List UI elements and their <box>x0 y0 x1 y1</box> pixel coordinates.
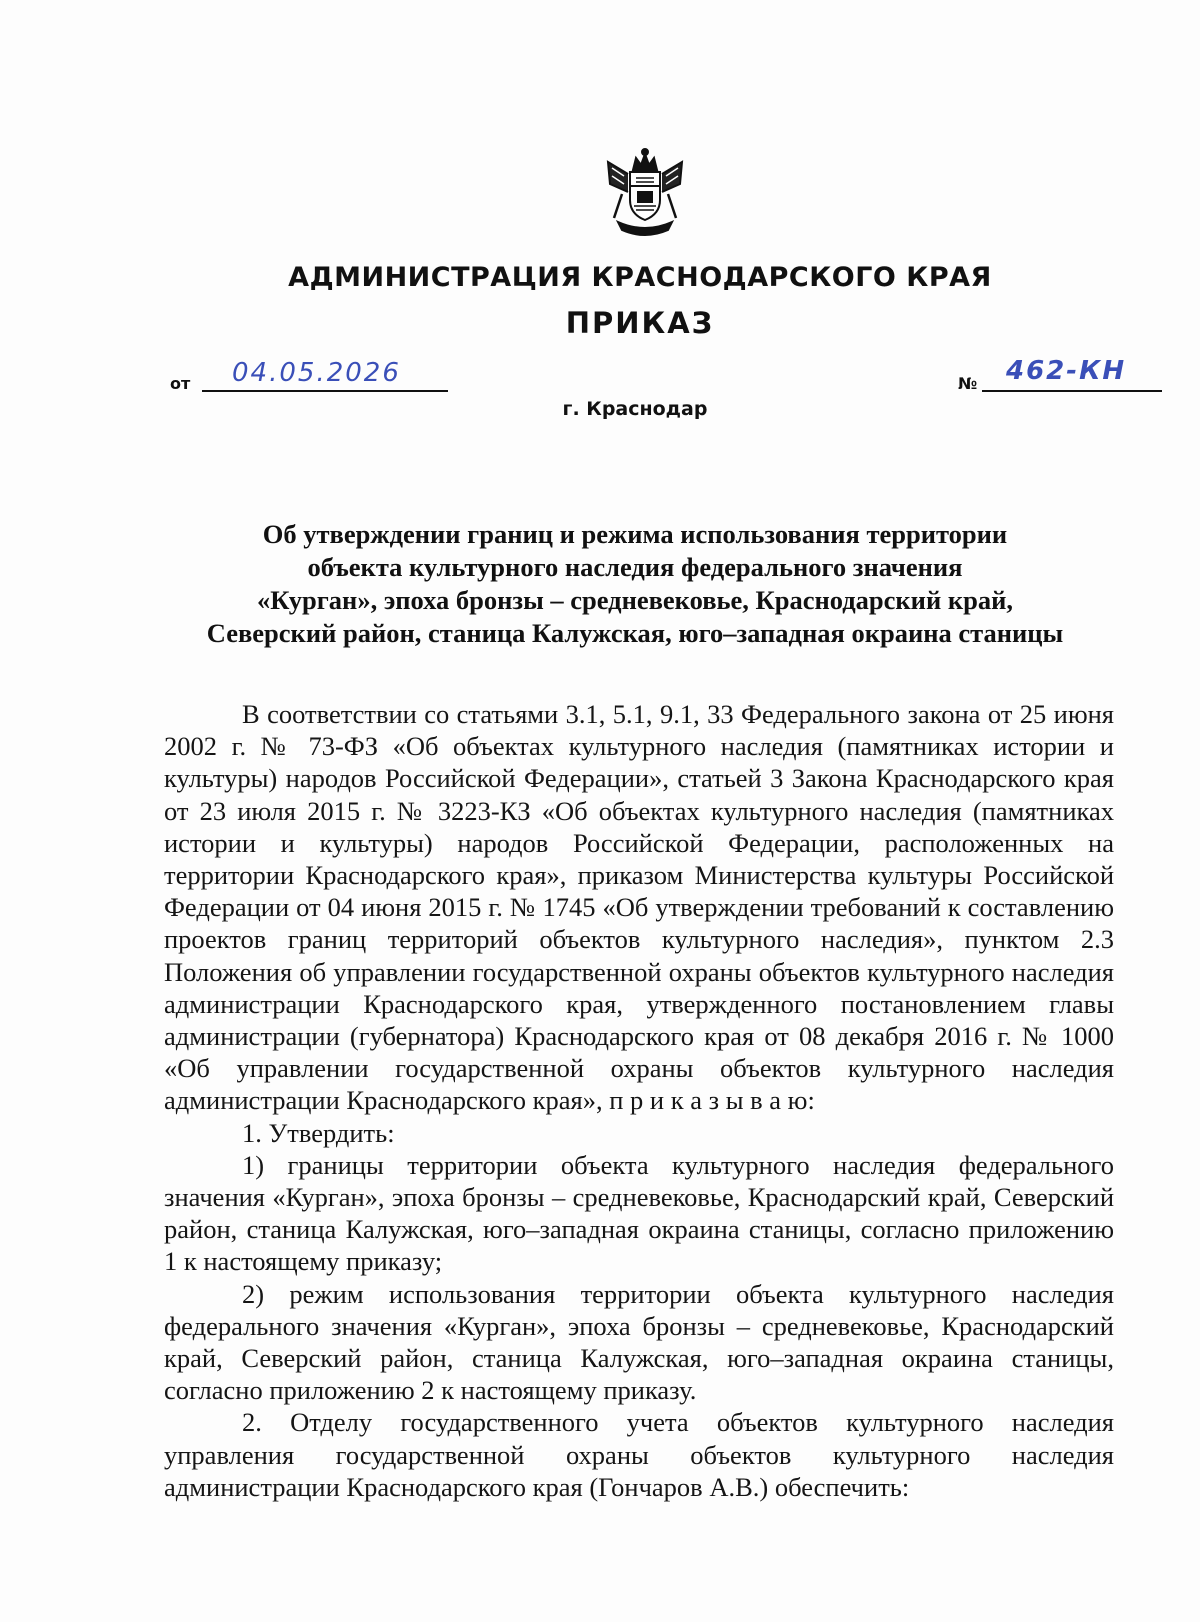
document-type: ПРИКАЗ <box>565 306 715 340</box>
organization-title: АДМИНИСТРАЦИЯ КРАСНОДАРСКОГО КРАЯ <box>288 262 992 293</box>
date-label: от <box>170 374 191 393</box>
document-heading <box>160 518 1110 650</box>
item-2: 2. Отделу государственного учета объектов культурного наследия управления государственной охраны объектов культурного наследия администрации Краснодарского края (Гончаров А.В.) обеспечить: <box>164 1407 1114 1502</box>
number-handwritten-value: 462-КН <box>1006 356 1127 386</box>
date-underline <box>202 390 448 392</box>
item-1: 1. Утвердить: <box>242 1117 395 1148</box>
city-label: г. Краснодар <box>562 398 708 420</box>
number-label: № <box>958 374 978 393</box>
heading-line: «Курган», эпоха бронзы – средневековье, Краснодарский край, <box>256 585 1013 615</box>
preamble-paragraph: В соответствии со статьями 3.1, 5.1, 9.1, 33 Федерального закона от 25 июня 2002 г. № 73-ФЗ «Об объектах культурного наследия (памятниках истории и культуры) народов Российской Федерации», статьей 3 Закона Краснодарского края от 23 июля 2015 г. № 3223-КЗ «Об объектах культурного наследия (памятниках истории и культуры) народов Российской Федерации, расположенных на территории Краснодарского края», приказом Министерства культуры Российской Федерации от 04 июня 2015 г. № 1745 «Об утверждении требований к составлению проектов границ территорий объектов культурного наследия», пунктом 2.3 Положения об управлении государственной охраны объектов культурного наследия администрации Краснодарского края, утвержденного постановлением главы администрации (губернатора) Краснодарского края от 08 декабря 2016 г. № 1000 «Об управлении государственной охраны объектов культурного наследия администрации Краснодарского края», п р и к а з ы в а ю: <box>164 699 1114 1116</box>
item-1-1: 1) границы территории объекта культурного наследия федерального значения «Курган», эпоха бронзы – средневековье, Краснодарский край, Северский район, станица Калужская, юго–западная окраина станицы, согласно приложению 1 к настоящему приказу; <box>164 1149 1114 1277</box>
date-handwritten-value: 04.05.2026 <box>232 358 401 388</box>
coat-of-arms-icon <box>600 148 690 240</box>
heading-line: Северский район, станица Калужская, юго–западная окраина станицы <box>206 618 1064 648</box>
heading-line: Об утверждении границ и режима использования территории <box>262 519 1008 549</box>
item-1-2: 2) режим использования территории объекта культурного наследия федерального значения «Курган», эпоха бронзы – средневековье, Краснодарский край, Северский район, станица Калужская, юго–западная окраина станицы, согласно приложению 2 к настоящему приказу. <box>164 1278 1114 1406</box>
heading-line: объекта культурного наследия федерального значения <box>307 552 963 582</box>
number-underline <box>982 390 1162 392</box>
document-body <box>164 698 1114 1503</box>
